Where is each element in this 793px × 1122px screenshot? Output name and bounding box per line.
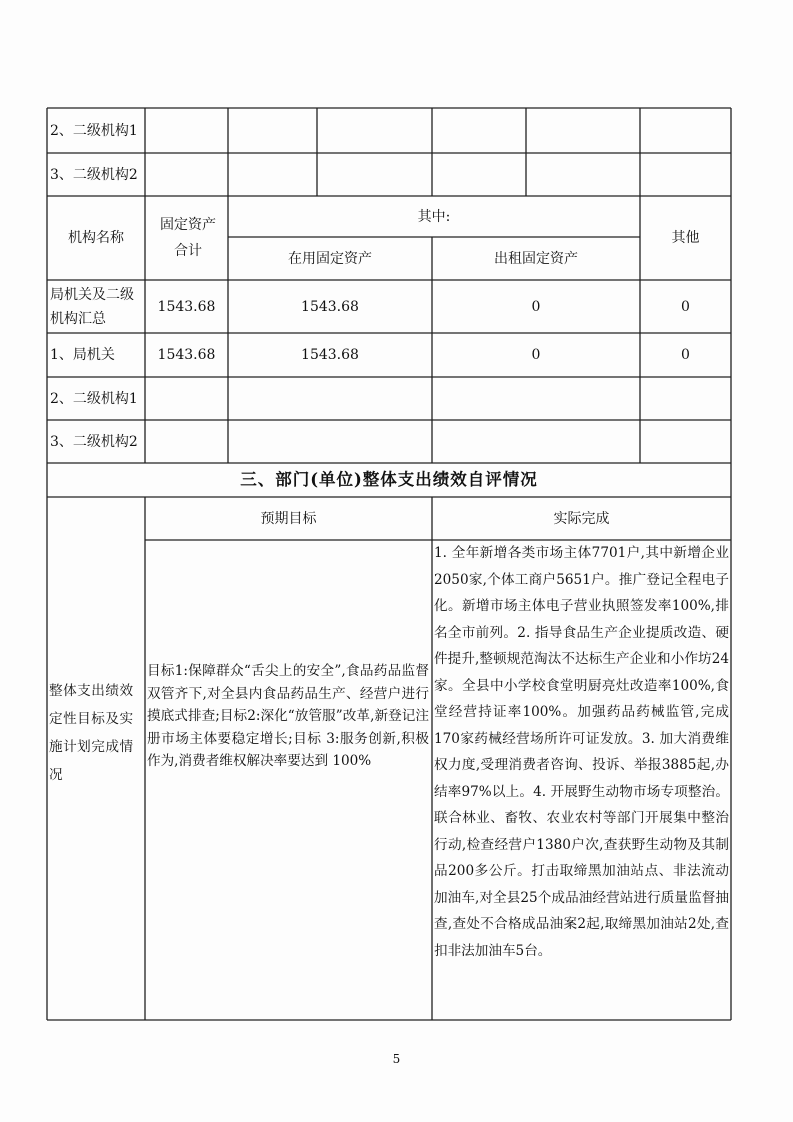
asset-row-other: 0 [681, 298, 690, 315]
asset-row-leased: 0 [531, 298, 541, 315]
header-org-name: 机构名称 [68, 230, 124, 246]
actual-results-text: 1. 全年新增各类市场主体7701户,其中新增企业2050家,个体工商户5651户。推广登记全程电子化。新增市场主体电子营业执照签发率100%,排名全市前列。2. 指导食品生产企业提质改造、硬件提升,整顿规范淘汰不达标生产企业和小作坊24家。全县中小学校食堂明厨亮灶改造率100%,食堂经营持证率100%。加强药品药械监管,完成170家药械经营场所许可证发放。3. 加大消费维权力度,受理消费者咨询、投诉、举报3885起,办结率97%以上。4. 开展野生动物市场专项整治。联合林业、畜牧、农业农村等部门开展集中整治行动,检查经营户1380户次,查获野生动物及其制品200多公斤。打击取缔黑加油站点、非法流动加油车,对全县25个成品油经营站进行质量监督抽查,查处不合格成品油案2起,取缔黑加油站2处,查扣非法加油车5台。 [434, 545, 729, 959]
asset-row-leased: 0 [531, 347, 541, 363]
top-row-label-2: 3、二级机构2 [50, 166, 138, 183]
top-row-label-1: 2、二级机构1 [50, 122, 138, 139]
asset-row-label: 局机关及二级机构汇总 [50, 286, 134, 327]
section-heading: 三、部门(单位)整体支出绩效自评情况 [240, 470, 538, 489]
performance-row-label: 整体支出绩效定性目标及实施计划完成情况 [49, 683, 134, 783]
header-leased: 出租固定资产 [494, 250, 578, 267]
expected-goals-text: 目标1:保障群众“舌尖上的安全”,食品药品监督双管齐下,对全县内食品药品生产、经营户进行摸底式排查;目标2:深化“放管服”改革,新登记注册市场主体要稳定增长;目标 3:服务创新,积极作为,消费者维权解决率要达到 100% [147, 663, 429, 769]
header-in-use: 在用固定资产 [288, 250, 372, 267]
header-actual: 实际完成 [553, 510, 610, 527]
asset-row-total: 1543.68 [157, 298, 216, 315]
asset-row-total: 1543.68 [157, 347, 216, 363]
asset-row-label: 3、二级机构2 [50, 433, 138, 450]
header-of-which: 其中: [417, 208, 451, 225]
page-number: 5 [392, 1052, 401, 1066]
asset-row-in-use: 1543.68 [301, 347, 359, 363]
header-fixed-total: 固定资产合计 [160, 217, 216, 259]
asset-row-other: 0 [681, 347, 690, 363]
header-other: 其他 [671, 230, 700, 246]
asset-row-label: 2、二级机构1 [50, 390, 138, 407]
asset-row-in-use: 1543.68 [301, 298, 359, 315]
asset-row-label: 1、局机关 [50, 347, 115, 363]
header-expected: 预期目标 [260, 510, 317, 527]
